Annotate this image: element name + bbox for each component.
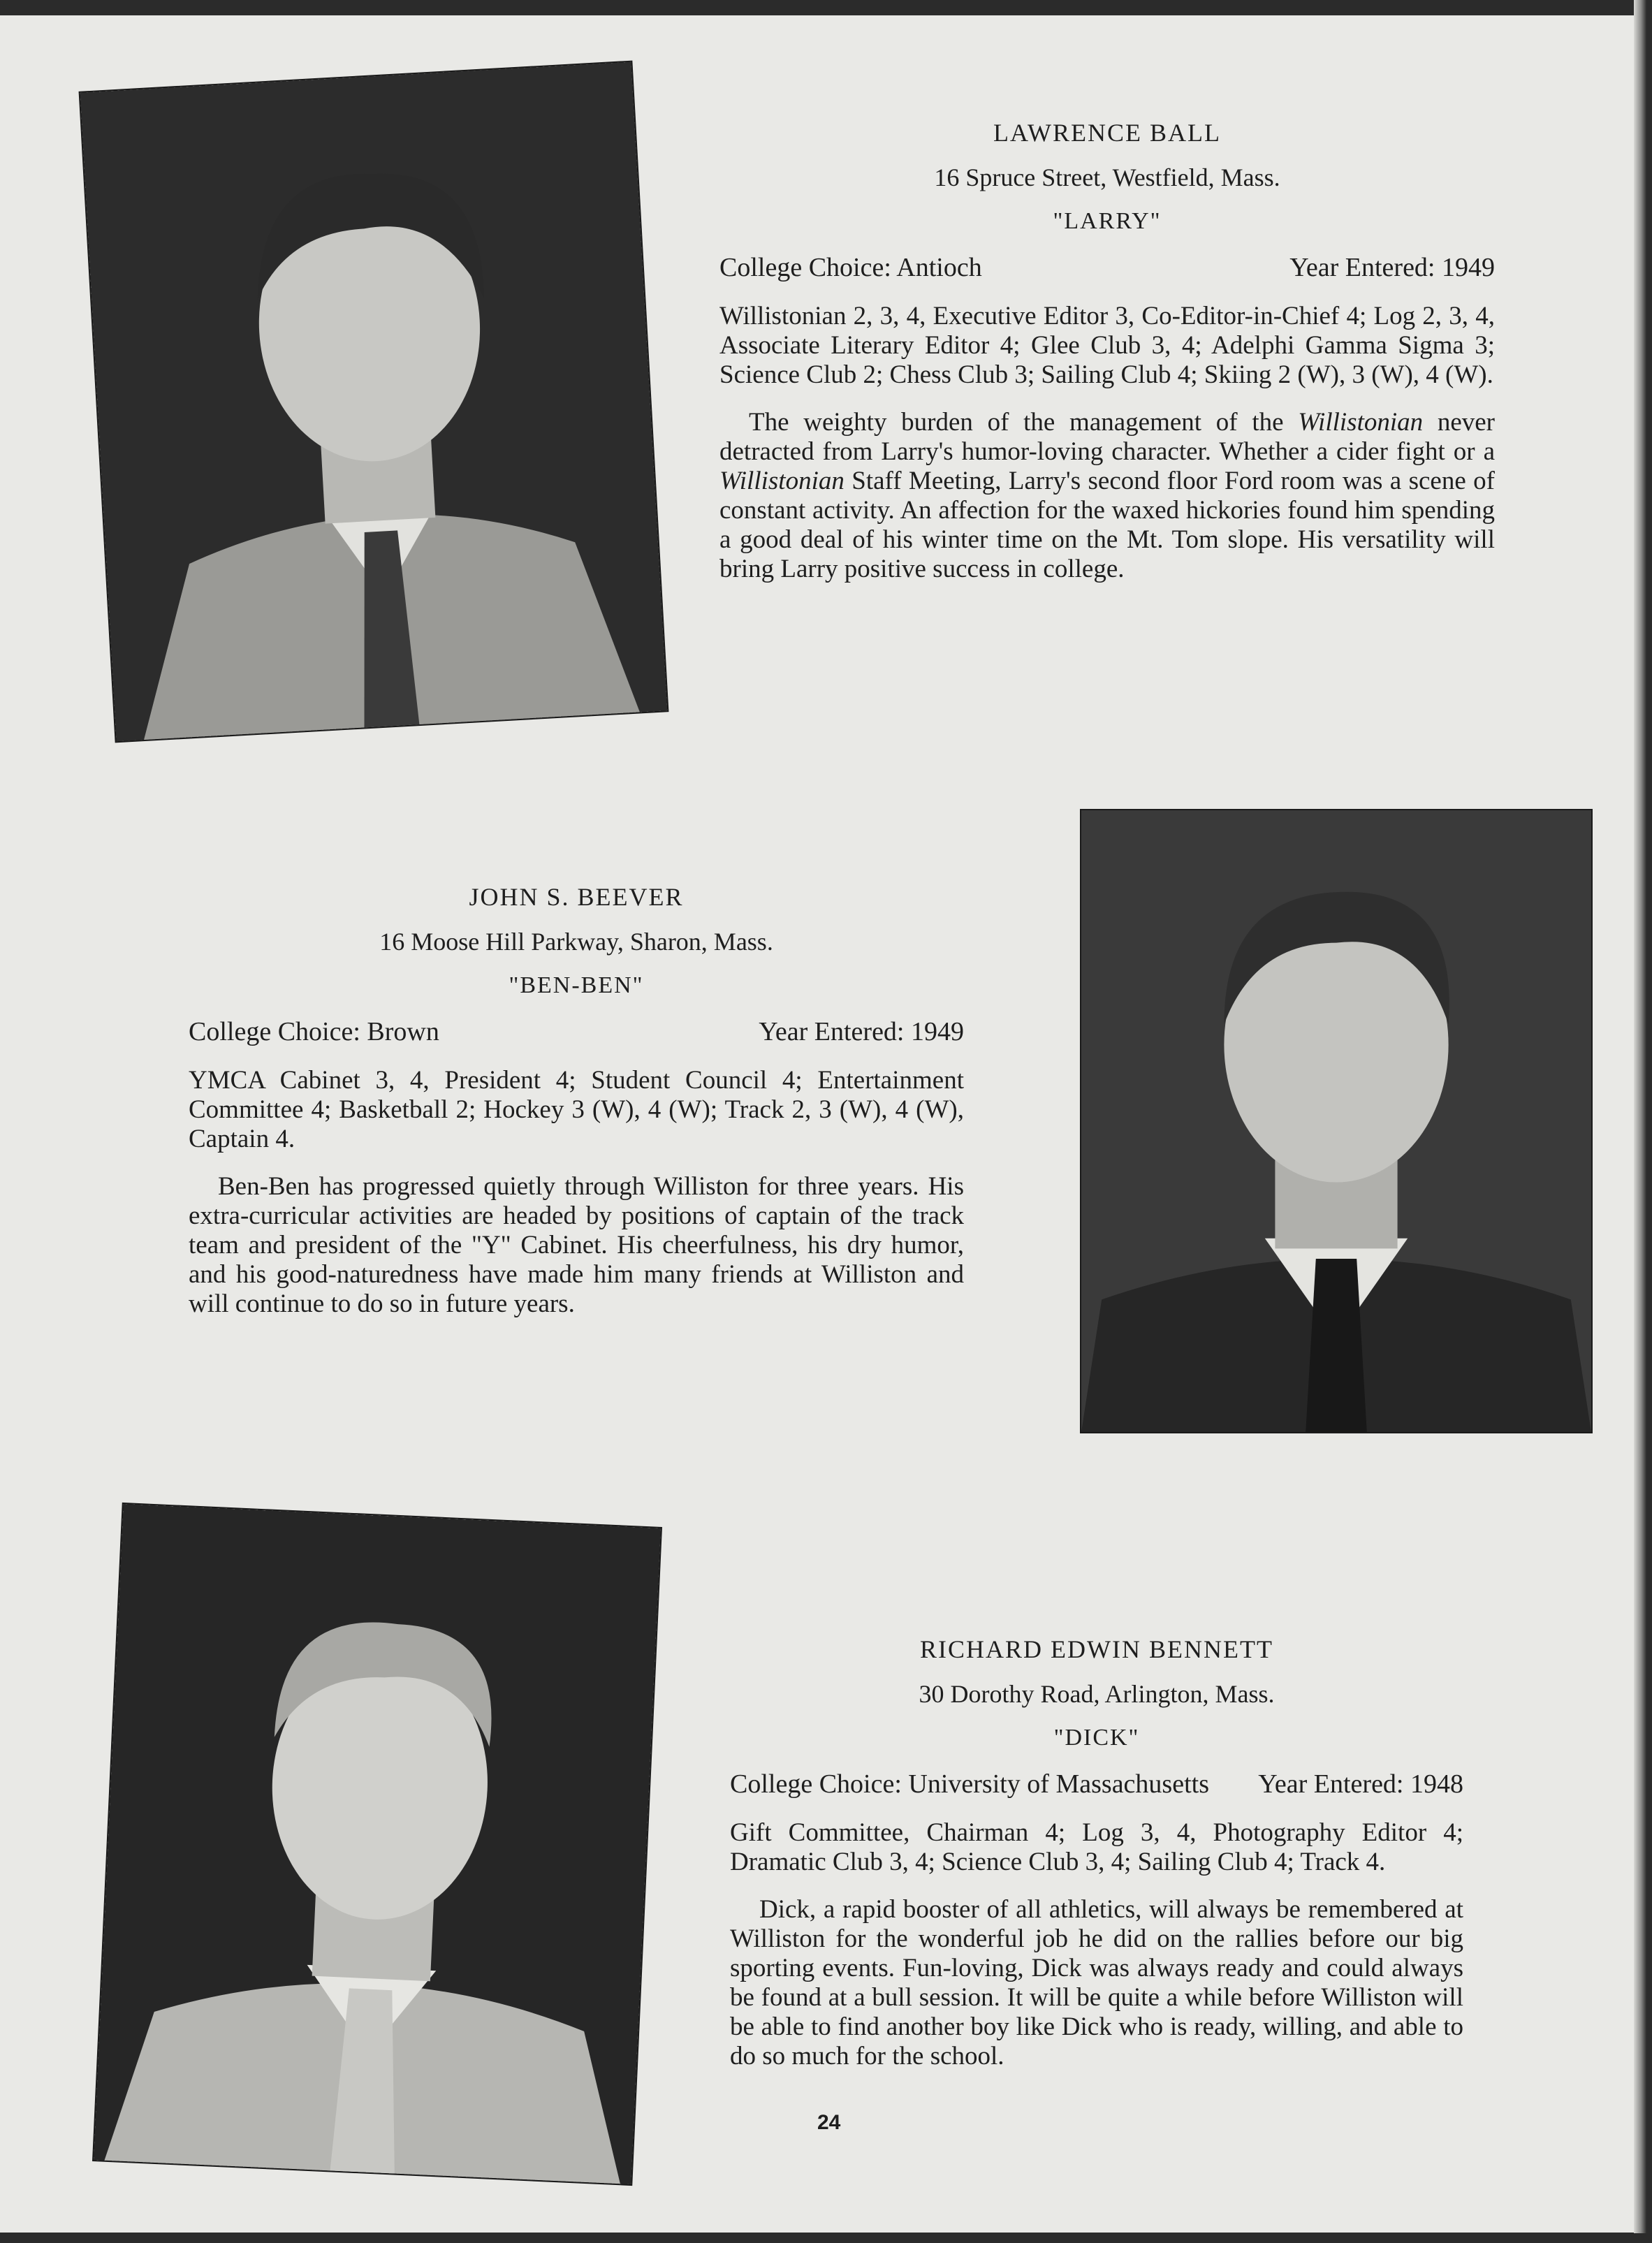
portrait-photo-lawrence-ball [80, 62, 668, 742]
scan-top-edge [0, 0, 1652, 15]
college-choice: College Choice: University of Massachusetts [730, 1769, 1209, 1799]
portrait-photo-john-beever [1081, 810, 1591, 1432]
student-name: JOHN S. BEEVER [469, 883, 684, 911]
student-address: 16 Spruce Street, Westfield, Mass. [934, 163, 1280, 191]
student-activities: YMCA Cabinet 3, 4, President 4; Student Council 4; Entertainment Committee 4; Basketball 2; Hockey 3 (W), 4 (W); Track 2, 3 (W), 4 (W), Captain 4. [189, 1066, 964, 1153]
student-address: 30 Dorothy Road, Arlington, Mass. [919, 1680, 1275, 1708]
choice-row [730, 1771, 1463, 1797]
entry-richard-bennett [730, 1637, 1463, 2071]
student-nickname: "LARRY" [1053, 208, 1162, 234]
portrait-photo-richard-bennett [94, 1504, 661, 2184]
student-bio: Dick, a rapid booster of all athletics, will always be remembered at Williston for the wonderful job he did on the rallies before our big sporting events. Fun-loving, Dick was always ready and could always be found at a bull session. It will be quite a while before Williston will be able to find another boy like Dick who is ready, willing, and able to do so much for the school. [730, 1895, 1463, 2070]
student-address: 16 Moose Hill Parkway, Sharon, Mass. [379, 928, 773, 956]
year-entered: Year Entered: 1949 [1289, 253, 1495, 282]
student-bio: Ben-Ben has progressed quietly through Williston for three years. His extra-curricular activities are headed by positions of captain of the track team and president of the "Y" Cabinet. His cheerfulness, his dry humor, and his good-naturedness have made him many friends at Williston and will continue to do so in future years. [189, 1172, 964, 1318]
student-activities: Willistonian 2, 3, 4, Executive Editor 3, Co-Editor-in-Chief 4; Log 2, 3, 4, Associate Literary Editor 4; Glee Club 3, 4; Adelphi Gamma Sigma 3; Science Club 2; Chess Club 3; Sailing Club 4; Skiing 2 (W), 3 (W), 4 (W). [719, 302, 1495, 389]
student-bio: The weighty burden of the management of the Willistonian never detracted from Larry's humor-loving character. Whether a cider fight or a Willistonian Staff Meeting, Larry's second floor Ford room was a scene of constant activity. An affection for the waxed hickories found him spending a good deal of his winter time on the Mt. Tom slope. His versatility will bring Larry positive success in college. [719, 408, 1496, 583]
entry-lawrence-ball [719, 120, 1495, 584]
student-name: RICHARD EDWIN BENNETT [920, 1635, 1273, 1663]
college-choice: College Choice: Antioch [719, 253, 982, 282]
student-nickname: "BEN-BEN" [509, 972, 644, 998]
page-number: 24 [817, 2111, 841, 2134]
year-entered: Year Entered: 1949 [759, 1017, 964, 1046]
student-name: LAWRENCE BALL [993, 119, 1222, 147]
student-nickname: "DICK" [1053, 1725, 1140, 1751]
entry-john-beever [189, 884, 964, 1319]
choice-row [719, 254, 1495, 281]
scan-bottom-edge [0, 2233, 1652, 2243]
scan-right-edge [1634, 0, 1652, 2243]
year-entered: Year Entered: 1948 [1258, 1769, 1463, 1799]
student-activities: Gift Committee, Chairman 4; Log 3, 4, Photography Editor 4; Dramatic Club 3, 4; Science Club 3, 4; Sailing Club 4; Track 4. [730, 1818, 1463, 1876]
choice-row [189, 1018, 964, 1045]
college-choice: College Choice: Brown [189, 1017, 439, 1046]
